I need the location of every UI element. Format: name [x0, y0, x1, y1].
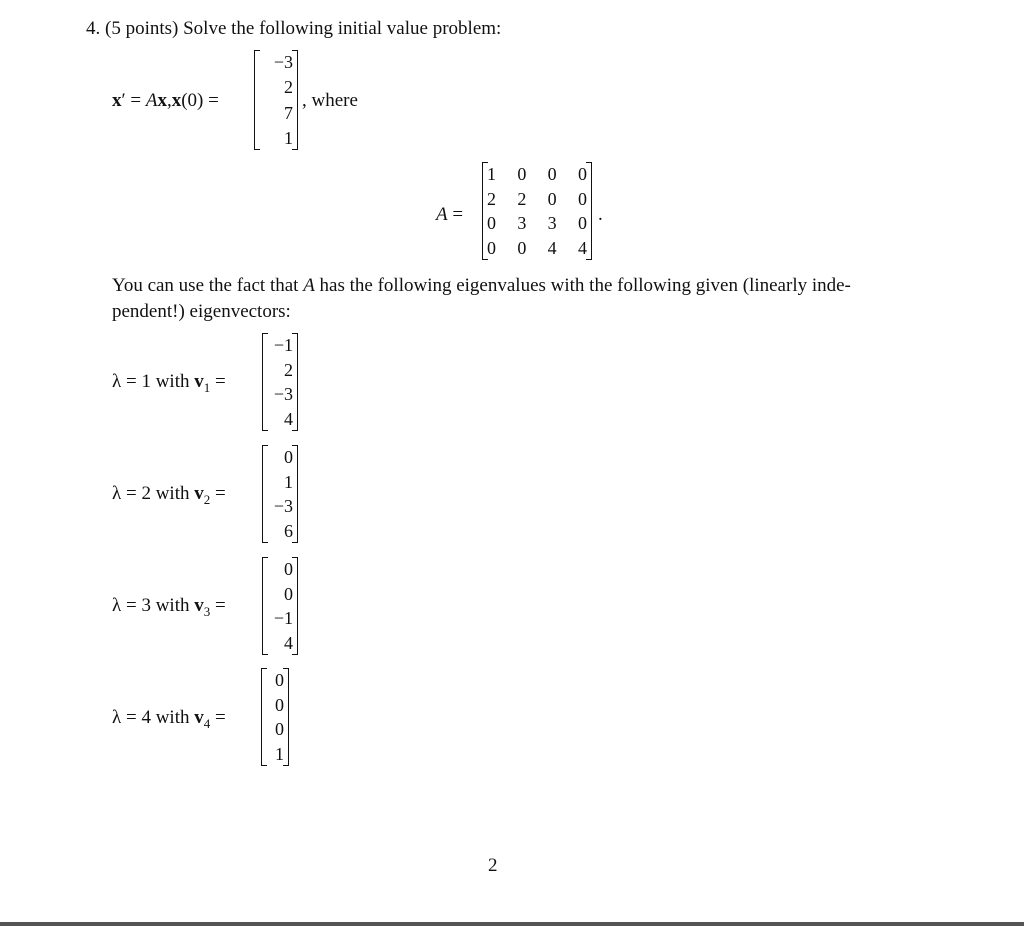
text-segment: You can use the fact that — [112, 275, 304, 296]
vector-entry: 2 — [284, 77, 293, 98]
equals-sign: = — [214, 371, 226, 392]
matrix-entry: 2 — [487, 188, 496, 209]
vector-entry: 0 — [275, 719, 284, 740]
vector-entry: −3 — [273, 52, 293, 72]
v-subscript: 4 — [203, 715, 211, 731]
problem-number: 4. — [86, 18, 101, 39]
problem-header — [86, 16, 501, 42]
vector-entry: 0 — [284, 447, 293, 467]
comma: , — [166, 90, 172, 111]
matrix-entry: 0 — [577, 188, 587, 209]
v-subscript: 1 — [203, 379, 211, 395]
initial-vector — [254, 50, 298, 150]
x-var: x — [112, 90, 122, 111]
equals-sign: = — [130, 90, 142, 111]
eigenvalue: 1 — [141, 371, 151, 392]
eigenvalue: 3 — [141, 595, 151, 616]
lambda-symbol: λ — [112, 371, 122, 392]
with-word: with — [155, 595, 190, 616]
A-symbol: A — [303, 275, 315, 296]
equals-sign: = — [214, 595, 226, 616]
with-word: with — [155, 371, 190, 392]
matrix-row — [487, 212, 587, 234]
ivp-equation — [112, 88, 219, 114]
matrix-row — [487, 188, 587, 210]
eigen-intro-line2: pendent!) eigenvectors: — [112, 301, 291, 322]
matrix-entry: 0 — [547, 188, 557, 209]
where-text: , where — [302, 90, 358, 111]
v-subscript: 3 — [203, 603, 211, 619]
matrix-A-label — [436, 202, 463, 228]
eigenvector-2 — [262, 445, 298, 543]
equals-sign: = — [452, 204, 464, 225]
lambda-symbol: λ — [112, 595, 122, 616]
vector-entry: −1 — [273, 335, 293, 355]
problem-statement: Solve the following initial value problem: — [183, 18, 502, 39]
vector-entry: 4 — [284, 632, 293, 653]
matrix-entry: 0 — [487, 213, 496, 234]
matrix-entry: 0 — [517, 237, 527, 258]
v-subscript: 2 — [203, 491, 211, 507]
vector-entry: 1 — [275, 743, 284, 764]
v-var: v — [194, 371, 204, 392]
with-word: with — [155, 483, 190, 504]
vector-entry: 6 — [284, 520, 293, 541]
eigen-pair-2-label — [112, 481, 226, 513]
equals-sign: = — [125, 595, 137, 616]
matrix-entry: 3 — [517, 213, 527, 234]
matrix-entry: 4 — [547, 237, 557, 258]
A-symbol: A — [436, 204, 448, 225]
matrix-entry: 3 — [547, 213, 557, 234]
v-var: v — [194, 595, 204, 616]
vector-entry: 7 — [284, 102, 293, 123]
matrix-entry: 0 — [547, 164, 557, 184]
with-word: with — [155, 707, 190, 728]
equals-sign: = — [214, 707, 226, 728]
vector-entry: 0 — [275, 694, 284, 715]
eigen-pair-1-label — [112, 369, 226, 401]
vector-entry: 0 — [284, 583, 293, 604]
vector-entry: 0 — [275, 670, 284, 690]
problem-points: (5 points) — [105, 18, 179, 39]
vector-entry: −1 — [273, 608, 293, 629]
x0-arg: (0) — [181, 90, 204, 111]
matrix-A — [482, 162, 592, 260]
x0-var: x — [171, 90, 182, 111]
eigenvector-1 — [262, 333, 298, 431]
lambda-symbol: λ — [112, 483, 122, 504]
prime-mark: ′ — [121, 90, 126, 111]
matrix-entry: 4 — [577, 237, 587, 258]
x-var: x — [157, 90, 167, 111]
eigen-pair-3-label — [112, 593, 226, 625]
equals-sign: = — [125, 371, 137, 392]
vector-entry: 0 — [284, 559, 293, 579]
eigenvalue: 4 — [141, 707, 151, 728]
vector-entry: 1 — [284, 471, 293, 492]
matrix-entry: 1 — [487, 164, 496, 184]
vector-entry: −3 — [273, 496, 293, 517]
text-segment: has the following eigenvalues with the following given (linearly inde- — [314, 275, 851, 296]
lambda-symbol: λ — [112, 707, 122, 728]
page-number: 2 — [488, 855, 498, 876]
bottom-border — [0, 922, 1024, 926]
matrix-entry: 0 — [517, 164, 527, 184]
eigen-pair-4-label — [112, 705, 226, 737]
vector-entry: −3 — [273, 384, 293, 405]
matrix-entry: 0 — [487, 237, 496, 258]
equals-sign: = — [208, 90, 219, 111]
eigen-intro-line1 — [112, 273, 851, 299]
equals-sign: = — [214, 483, 226, 504]
eigenvector-3 — [262, 557, 298, 655]
matrix-entry: 2 — [517, 188, 527, 209]
eigenvalue: 2 — [141, 483, 151, 504]
eigenvector-4 — [261, 668, 289, 766]
matrix-entry: 0 — [577, 213, 587, 234]
equals-sign: = — [125, 483, 137, 504]
matrix-row — [487, 163, 587, 185]
matrix-entry: 0 — [577, 164, 587, 184]
equals-sign: = — [125, 707, 137, 728]
A-symbol: A — [145, 90, 158, 111]
vector-entry: 2 — [284, 359, 293, 380]
matrix-row — [487, 237, 587, 259]
matrix-period: . — [598, 204, 603, 225]
vector-entry: 1 — [284, 127, 293, 148]
v-var: v — [194, 483, 204, 504]
v-var: v — [194, 707, 204, 728]
vector-entry: 4 — [284, 408, 293, 429]
